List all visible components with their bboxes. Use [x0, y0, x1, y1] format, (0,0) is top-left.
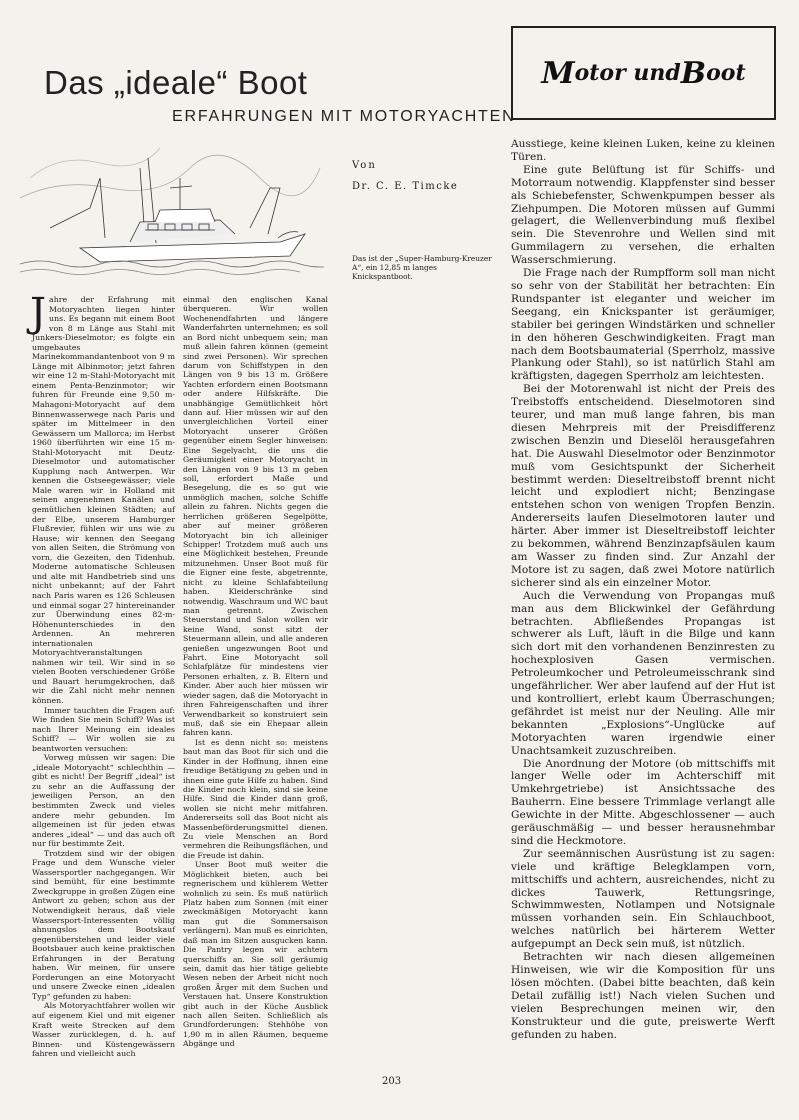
paragraph: Zur seemännischen Ausrüstung ist zu sagen: viele und kräftige Belegklampen vorn, mittschiffs und achtern, ausreichendes, nicht zu dickes Tauwerk, Rettungsringe, Schwimmwesten, Notlampen und Notsignale müssen vorhanden sein. Ein Schlauchboot, welches natürlich bei härterem Wetter aufgepumpt an Deck sein muß, ist nützlich.: [511, 847, 775, 951]
paragraph: Trotzdem sind wir der obigen Frage und dem Wunsche vieler Wassersportler nachgegangen. Wir sind bemüht, für eine bestimmte Zweckgruppe in großen Zügen eine Antwort zu geben; schon aus der Notwendigkeit heraus, daß viele Wassersport-Interessenten völlig ahnungslos dem Bootskauf gegenüberstehen und leider viele Bootsbauer auch keine praktischen Erfahrungen in der Beratung haben. Wir meinen, für unsere Forderungen an eine Motoryacht und unsere Zwecke einen „idealen Typ“ gefunden zu haben:: [32, 848, 175, 1001]
motoryacht-illustration: [20, 138, 324, 286]
paragraph: Vorweg müssen wir sagen: Die „ideale Motoryacht“ schlechthin — gibt es nicht! Der Begriff „ideal“ ist zu sehr an die Auffassung der jeweiligen Person, an den bestimmten Zweck und vieles andere mehr gebunden. Im allgemeinen ist für jeden etwas anderes „ideal“ — und das auch oft nur für bestimmte Zeit.: [32, 753, 175, 849]
text-column-1: [30, 290, 175, 1059]
illustration-caption: Das ist der „Super-Hamburg-Kreuzer A“, ein 12,85 m langes Knickspantboot.: [352, 254, 492, 281]
paragraph: Ist es denn nicht so: meistens baut man das Boot für sich und die Kinder in der Hoffnung, ihnen eine freudige Betätigung zu geben und in ihnen eine gute Hilfe zu haben. Sind die Kinder noch klein, sind sie keine Hilfe. Sind die Kinder dann groß, wollen sie nicht mehr mitfahren. Andererseits soll das Boot nicht als Massenbeförderungsmittel dienen. Zu viele Menschen an Bord vermehren die Reibungsflächen, und die Freude ist dahin.: [183, 737, 328, 860]
page-number: 203: [382, 1076, 402, 1087]
paragraph: einmal den englischen Kanal überqueren. Wir wollen Wochenendfahrten und längere Wanderfahrten unternehmen; es soll an Bord nicht unbequem sein; man muß allein fahren können (gemeint sind zwei Personen). Wir sprechen darum von Schiffstypen in den Längen von 9 bis 13 m. Größere Yachten erfordern einen Bootsmann oder andere Hilfskräfte. Die unabhängige Gemütlichkeit hört dann auf. Hier müssen wir auf den unvergleichlichen Vorteil einer Motoryacht unserer Größen gegenüber einem Segler hinweisen: Eine Segelyacht, die uns die Geräumigkeit einer Motoryacht in den Längen von 9 bis 13 m geben soll, erfordert Maße und Besegelung, die es so gut wie unmöglich machen, solche Schiffe allein zu fahren. Nichts gegen die herrlichen größeren Segelpötte, aber auf meiner größeren Motoryacht bin ich alleiniger Schipper! Trotzdem muß auch uns eine Möglichkeit bestehen, Freunde mitzunehmen. Unser Boot muß für die Eigner eine feste, abgetrennte, nicht zu kleine Schlafabteilung haben. Kleiderschränke sind notwendig. Waschraum und WC baut man getrennt. Zwischen Steuerstand und Salon wollen wir keine Wand, sonst sitzt der Steuermann allein, und alle anderen genießen ungezwungen Boot und Fahrt. Eine Motoryacht soll Schlafplätze für mindestens vier Personen erhalten, z. B. Eltern und Kinder. Aber auch hier müssen wir wieder sagen, daß die Motoryacht in ihren Fahreigenschaften und ihrer Verwendbarkeit so konstruiert sein muß, daß sie ein Ehepaar allein fahren kann.: [183, 295, 328, 738]
brand-letter-b: B: [680, 55, 707, 91]
paragraph: Die Frage nach der Rumpfform soll man nicht so sehr von der Stabilität her betrachten: Ein Rundspanter ist eleganter und weicher im Seegang, ein Knickspanter ist geräumiger, stabiler bei geringen Windstärken und schneller in den höheren Geschwindigkeiten. Fragt man nach dem Bootsbaumaterial (Sperrholz, massive Plankung oder Stahl), so ist natürlich Stahl am kräftigsten, dagegen Sperrholz am leichtesten.: [511, 267, 775, 383]
brand-letter-m: M: [541, 55, 575, 91]
article-title: Das „ideale“ Boot: [44, 64, 308, 101]
paragraph: Auch die Verwendung von Propangas muß man aus dem Blickwinkel der Gefährdung betrachten. Abfließendes Propangas ist schwerer als Luft, läuft in die Bilge und kann sich dort mit den vorhandenen Benzinresten zu hochexplosiven Gasen vermischen. Petroleumkocher und Petroleumeisschrank sind ungefährlicher. Wer aber laufend auf der Hut ist und kontrolliert, erlebt kaum Überraschungen; gefährdet ist meist nur der Neuling. Alle mir bekannten „Explosions“-Unglücke auf Motoryachten waren irgendwie einer Unachtsamkeit zuzuschreiben.: [511, 589, 775, 757]
drop-cap: J: [30, 290, 47, 336]
byline-von: Von: [352, 160, 377, 171]
paragraph: Betrachten wir nach diesen allgemeinen Hinweisen, wie wir die Komposition für uns lösen möchten. (Dabei bitte beachten, daß kein Detail zufällig ist!) Nach vielen Suchen und vielen Besprechungen meinen wir, den Konstrukteur und die gute, preiswerte Werft gefunden zu haben.: [511, 951, 775, 1041]
paragraph: Jahre der Erfahrung mit Motoryachten liegen hinter uns. Es begann mit einem Boot von 8 m Länge aus Stahl mit Junkers-Dieselmotor; es folgte ein umgebautes Marinekommandantenboot von 9 m Länge mit Albinmotor; jetzt fahren wir eine 12 m-Stahl-Motoryacht mit einem Penta-Benzinmotor; wir fuhren für Freunde eine 9,50 m-Mahagoni-Motoryacht auf dem Binnenwasserwege nach Paris und später im Mittelmeer in den Gewässern um Mallorca; im Herbst 1960 überführten wir eine 15 m-Stahl-Motoryacht mit Deutz-Dieselmotor und automatischer Kupplung nach Antwerpen. Wir kennen die Ostseegewässer; viele Male waren wir in Holland mit seinen angenehmen Kanälen und gemütlichen kleinen Städten; auf der Elbe, unserem Hamburger Flußrevier, fühlen wir uns wie zu Hause; wir kennen den Seegang von allen Seiten, die Strömung von vorn, die Gezeiten, den Tidenhub. Moderne automatische Schleusen und alte mit Handbetrieb sind uns nicht unbekannt; auf der Fahrt nach Paris waren es 126 Schleusen und einmal sogar 27 hintereinander zur Überwindung eines 82-m-Höhenunterschiedes in den Ardennen. An mehreren internationalen Motoryachtveranstaltungen nahmen wir teil. Wir sind in so vielen Booten verschiedener Größe und Bauart herumgekrochen, daß wir die Zahl nicht mehr nennen können.: [30, 290, 175, 705]
paragraph: Eine gute Belüftung ist für Schiffs- und Motorraum notwendig. Klappfenster sind besser als Schiebefenster, Schwenkpumpen besser als Ziehpumpen. Die Motoren müssen auf Gummi gelagert, die Wellenverbindung muß flexibel sein. Die Stevenrohre und Wellen sind mit Gummilagern zu versehen, die erhalten Wasserschmierung.: [511, 163, 775, 267]
paragraph: Unser Boot muß weiter die Möglichkeit bieten, auch bei regnerischem und kühlerem Wetter wohnlich zu sein. Es muß natürlich Platz haben zum Sonnen (mit einer zweckmäßigen Motoryacht kann man gut die Sommersaison verlängern). Man muß es einrichten, daß man im Sitzen ausgucken kann. Die Pantry legen wir achtern querschiffs an. Sie soll geräumig sein, damit das hier tätige geliebte Wesen neben der Arbeit nicht noch großen Ärger mit dem Suchen und Verstauen hat. Unsere Konstruktion gibt auch in der Küche Ausblick nach allen Seiten. Schließlich als Grundforderungen: Stehhöhe von 1,90 m in allen Räumen, bequeme Abgänge und: [183, 860, 328, 1049]
text-column-2: [183, 295, 328, 1049]
article-subtitle: ERFAHRUNGEN MIT MOTORYACHTEN: [172, 108, 516, 125]
paragraph: Ausstiege, keine kleinen Luken, keine zu kleinen Türen.: [511, 138, 775, 163]
text-column-4: [511, 138, 775, 1041]
byline-author: Dr. C. E. Timcke: [352, 181, 459, 192]
paragraph: Als Motoryachtfahrer wollen wir auf eigenem Kiel und mit eigener Kraft weite Strecken auf dem Wasser zurücklegen, d. h. auf Binnen- und Küstengewässern fahren und vielleicht auch: [32, 1001, 175, 1059]
brand-text-1: otor und: [574, 60, 681, 86]
paragraph: Immer tauchten die Fragen auf: Wie finden Sie mein Schiff? Was ist nach Ihrer Meinung ein ideales Schiff? — Wir wollen sie zu beantworten versuchen:: [32, 705, 175, 753]
brand-text-2: oot: [706, 60, 746, 86]
magazine-brand-box: [511, 26, 776, 120]
paragraph: Bei der Motorenwahl ist nicht der Preis des Treibstoffs entscheidend. Dieselmotoren sind teurer, und man muß lange fahren, bis man diesen Mehrpreis mit der Preisdifferenz zwischen Benzin und Dieselöl herausgefahren hat. Die Auswahl Dieselmotor oder Benzinmotor muß vom Gesichtspunkt der Sicherheit bestimmt werden: Dieseltreibstoff brennt nicht leicht und explodiert nicht; Benzingase entstehen schon von wenigen Tropfen Benzin. Andererseits laufen Dieselmotoren lauter und härter. Aber immer ist Dieseltreibstoff leichter zu bekommen, während Benzinzapfsäulen kaum am Wasser zu finden sind. Zur Anzahl der Motore ist zu sagen, daß zwei Motore natürlich sicherer sind als ein einzelner Motor.: [511, 383, 775, 589]
paragraph: Die Anordnung der Motore (ob mittschiffs mit langer Welle oder im Achterschiff mit Umkehrgetriebe) ist Ansichtssache des Bauherrn. Eine bessere Trimmlage verlangt alle Gewichte in der Mitte. Abgeschlossener — auch geräuschmäßig — und besser herausnehmbar sind die Heckmotore.: [511, 757, 775, 847]
